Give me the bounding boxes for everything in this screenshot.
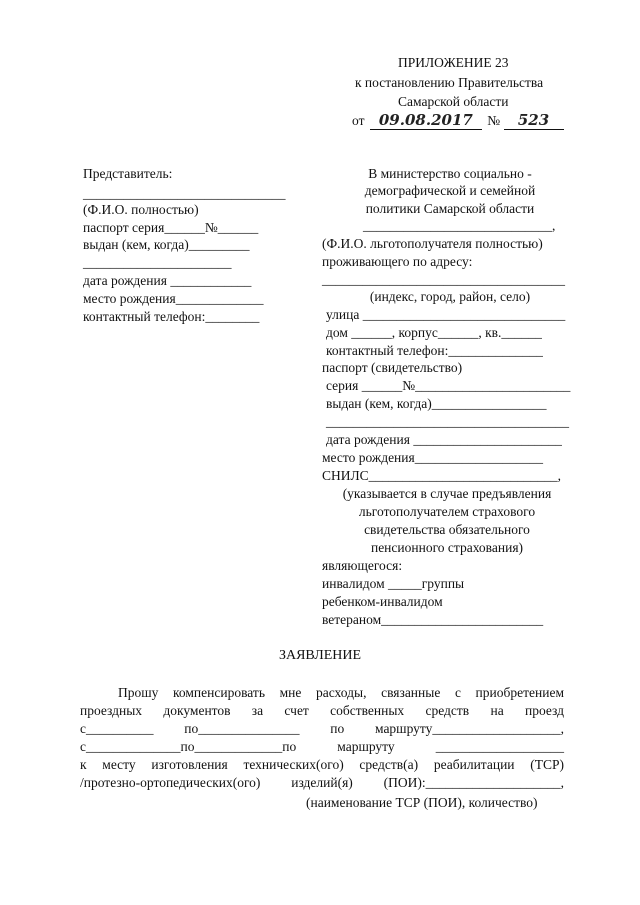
- veteran-field: ветераном________________________: [322, 612, 544, 627]
- house-field: дом ______, корпус______, кв.______: [326, 325, 542, 340]
- date-prefix: от: [352, 113, 365, 128]
- representative-title: Представитель:: [83, 166, 173, 181]
- beneficiary-name-line: ____________________________,: [363, 218, 556, 233]
- statement-line-3: с__________ по_______________ по маршруту___________________,: [80, 721, 564, 736]
- beneficiary-birth-place: место рождения___________________: [322, 450, 543, 465]
- snils-field: СНИЛС____________________________,: [322, 468, 562, 483]
- snils-hint-4: пенсионного страхования): [370, 540, 524, 555]
- number-prefix: №: [487, 113, 501, 128]
- passport-label: паспорт (свидетельство): [322, 360, 463, 375]
- appendix-region: Самарской области: [398, 94, 509, 109]
- statement-line-4: с______________по_____________по маршруту ___________________: [80, 739, 564, 754]
- statement-line-5: к месту изготовления технических(ого) средств(а) реабилитации (ТСР): [80, 757, 564, 772]
- addressee-line2: демографической и семейной: [364, 183, 536, 198]
- statement-line-6: /протезно-ортопедических(ого) изделий(я) (ПОИ):____________________,: [80, 775, 564, 790]
- statement-line-1: Прошу компенсировать мне расходы, связанные с приобретением: [118, 685, 564, 700]
- snils-hint-3: свидетельства обязательного: [364, 522, 530, 537]
- addressee-line1: В министерство социально -: [368, 166, 532, 181]
- address-hint: (индекс, город, район, село): [369, 289, 531, 304]
- beneficiary-birth-date: дата рождения ______________________: [326, 432, 562, 447]
- beneficiary-phone: контактный телефон:______________: [326, 343, 543, 358]
- number-value: 523: [517, 111, 550, 129]
- beneficiary-fio-hint: (Ф.И.О. льготополучателя полностью): [322, 236, 543, 251]
- statement-title: ЗАЯВЛЕНИЕ: [278, 648, 362, 663]
- representative-phone: контактный телефон:________: [83, 309, 260, 324]
- representative-fio-hint: (Ф.И.О. полностью): [83, 202, 199, 217]
- date-value: 09.08.2017: [378, 111, 473, 129]
- invalid-group-field: инвалидом _____группы: [322, 576, 465, 591]
- being-label: являющегося:: [322, 558, 403, 573]
- appendix-date-row: [352, 112, 564, 130]
- appendix-title: ПРИЛОЖЕНИЕ 23: [398, 55, 509, 70]
- child-invalid-label: ребенком-инвалидом: [322, 594, 443, 609]
- appendix-subtitle: к постановлению Правительства: [355, 75, 544, 90]
- date-field: [370, 112, 482, 130]
- representative-birth-place: место рождения_____________: [83, 291, 264, 306]
- representative-issued: выдан (кем, когда)_________: [83, 237, 250, 252]
- representative-birth-date: дата рождения ____________: [83, 273, 252, 288]
- statement-hint: (наименование ТСР (ПОИ), количество): [306, 795, 538, 810]
- passport-issued: выдан (кем, когда)_________________: [326, 396, 547, 411]
- living-label: проживающего по адресу:: [322, 254, 473, 269]
- number-field: [504, 112, 564, 130]
- passport-series: серия ______№_______________________: [326, 378, 571, 393]
- statement-line-2: проездных документов за счет собственных средств на проезд: [80, 703, 564, 718]
- snils-hint-1: (указывается в случае предъявления: [342, 486, 552, 501]
- snils-hint-2: льготополучателем страхового: [358, 504, 536, 519]
- representative-name-line: ______________________________: [83, 186, 286, 201]
- representative-issued-line: ______________________: [83, 255, 232, 270]
- address-line: ____________________________________: [322, 272, 565, 287]
- street-field: улица ______________________________: [326, 307, 566, 322]
- addressee-line3: политики Самарской области: [365, 201, 535, 216]
- representative-passport: паспорт серия______№______: [83, 220, 259, 235]
- passport-issued-line: ____________________________________: [326, 414, 569, 429]
